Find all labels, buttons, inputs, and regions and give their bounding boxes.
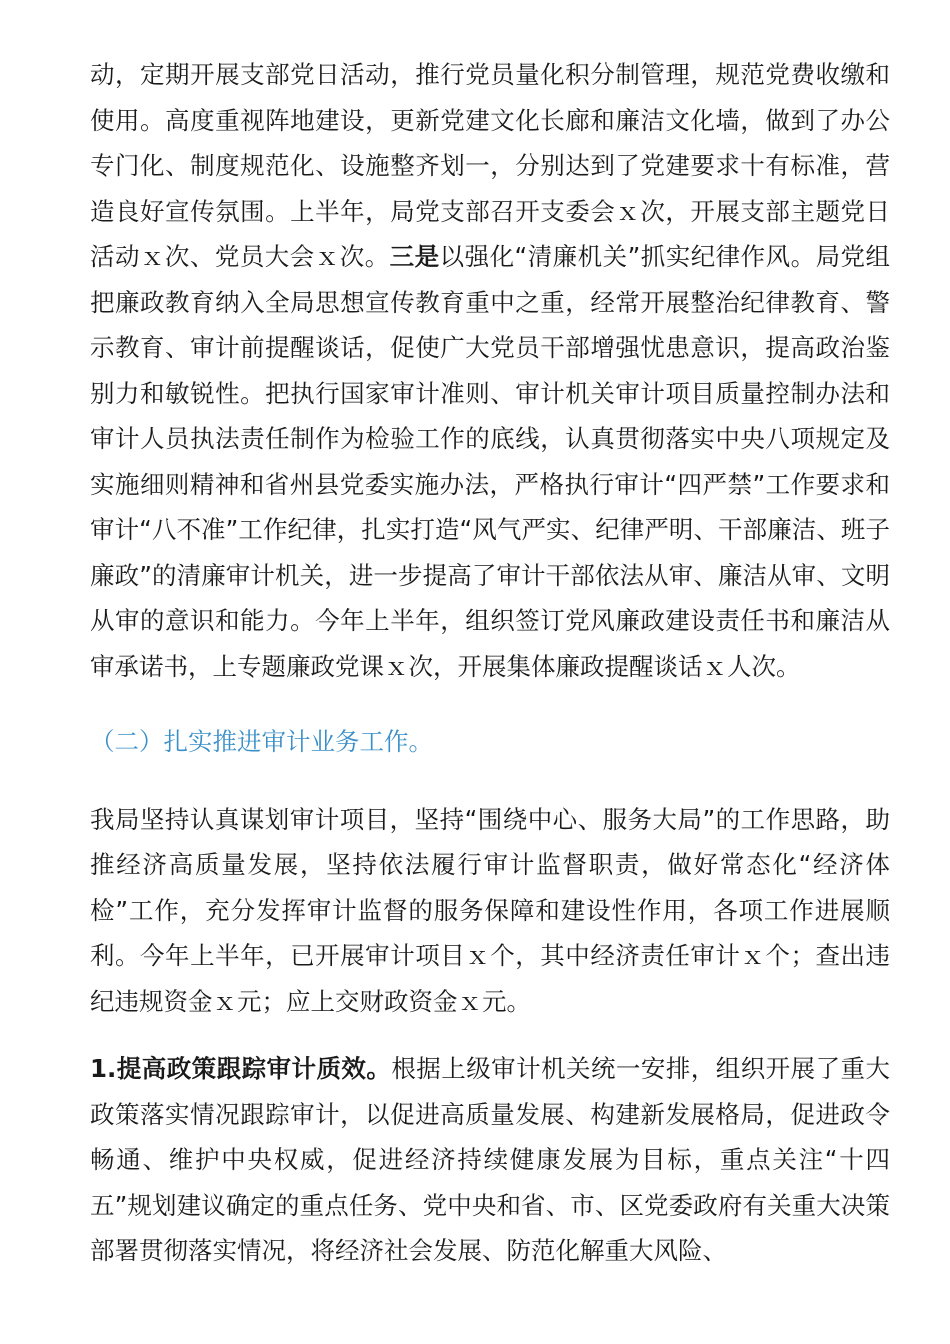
section-heading-audit-work: （二）扎实推进审计业务工作。 [90,727,433,756]
paragraph-text: 以强化“清廉机关”抓实纪律作风。局党组把廉政教育纳入全局思想宣传教育重中之重，经常开展整治纪律教育、警示教育、审计前提醒谈话，促使广大党员干部增强忧患意识，提高政治鉴别力和敏锐性。把执行国家审计准则、审计机关审计项目质量控制办法和审计人员执法责任制作为检验工作的底线，认真贯彻落实中央八项规定及实施细则精神和省州县党委实施办法，严格执行审计“四严禁”工作要求和审计“八不准”工作纪律，扎实打造“风气严实、纪律严明、干部廉洁、班子廉政”的清廉审计机关，进一步提高了审计干部依法从审、廉洁从审、文明从审的意识和能力。今年上半年，组织签订党风廉政建设责任书和廉洁从审承诺书，上专题廉政党课ｘ次，开展集体廉政提醒谈话ｘ人次。 [90,242,891,681]
paragraph-audit-overview: 我局坚持认真谋划审计项目，坚持“围绕中心、服务大局”的工作思路，助推经济高质量发展，坚持依法履行审计监督职责，做好常态化“经济体检”工作，充分发挥审计监督的服务保障和建设性作用，各项工作进展顺利。今年上半年，已开展审计项目ｘ个，其中经济责任审计ｘ个；查出违纪违规资金ｘ元；应上交财政资金ｘ元。 [90,804,890,1016]
paragraph-text: 动，定期开展支部党日活动，推行党员量化积分制管理，规范党费收缴和使用。高度重视阵地建设，更新党建文化长廊和廉洁文化墙，做到了办公专门化、制度规范化、设施整齐划一，分别达到了党建要求十有标准，营造良好宣传氛围。上半年，局党支部召开支委会ｘ次，开展支部主题党日活动ｘ次、党员大会ｘ次。 [90,60,890,271]
bold-lead-phrase: 三是 [389,242,440,271]
paragraph-party-building [90,52,890,689]
document-page [90,52,890,1274]
bold-subheading: 1.提高政策跟踪审计质效。 [90,1054,392,1083]
paragraph-text: 根据上级审计机关统一安排，组织开展了重大政策落实情况跟踪审计，以促进高质量发展、构建新发展格局，促进政令畅通、维护中央权威，促进经济持续健康发展为目标，重点关注“十四五”规划建议确定的重点任务、党中央和省、市、区党委政府有关重大决策部署贯彻落实情况，将经济社会发展、防范化解重大风险、 [90,1054,890,1265]
paragraph-policy-tracking [90,1046,890,1274]
